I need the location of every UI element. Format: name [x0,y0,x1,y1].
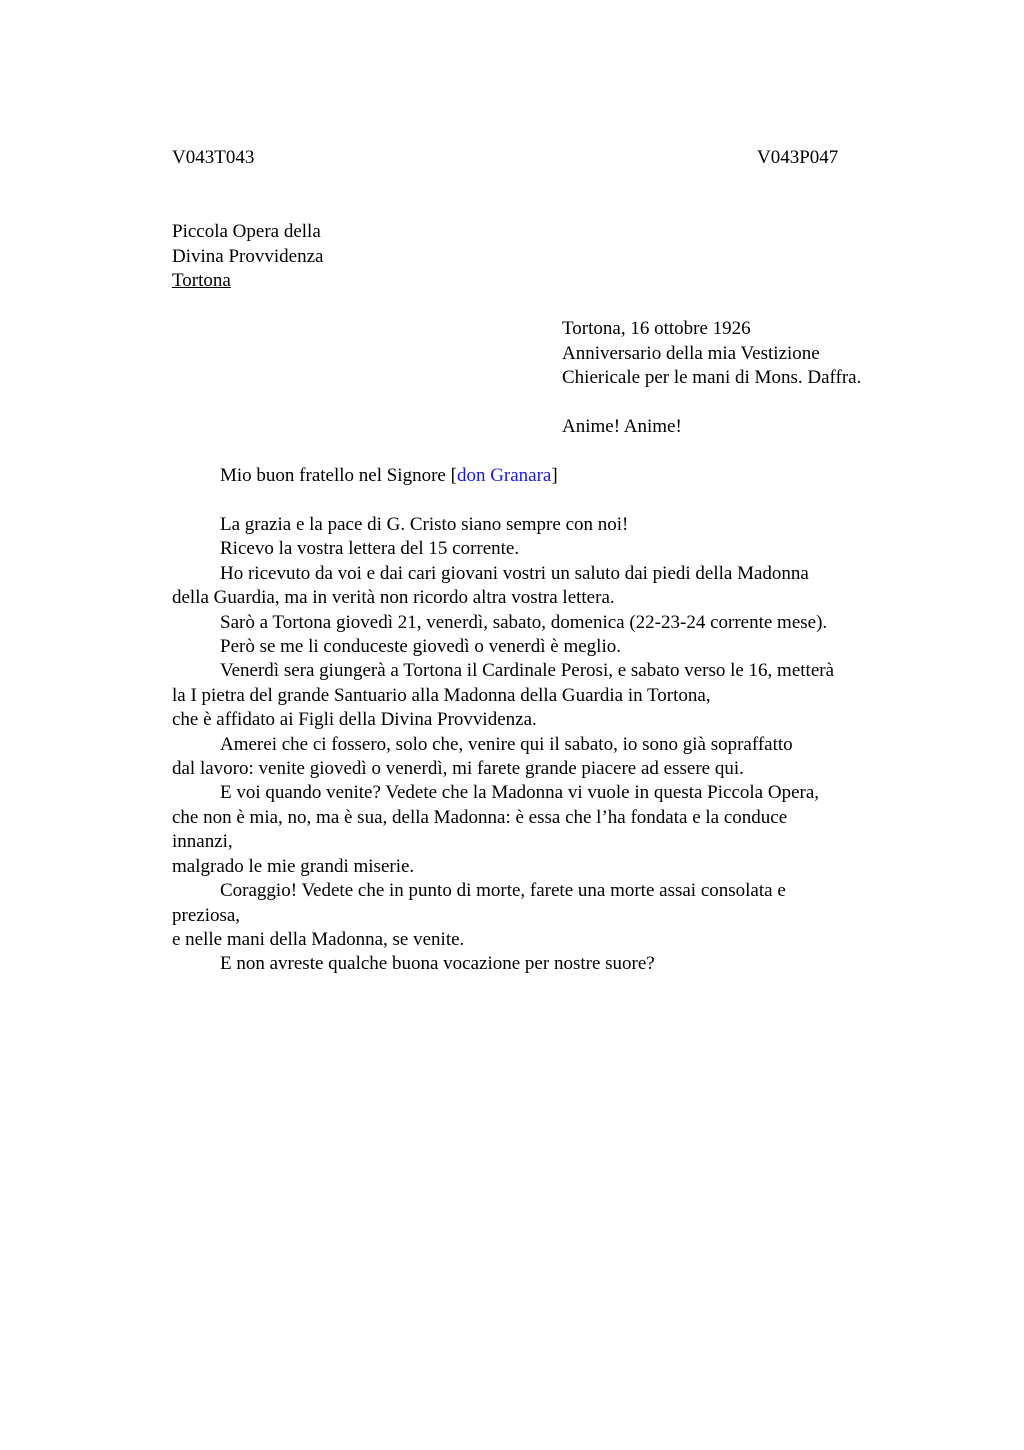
salutation-prefix: Mio buon fratello nel Signore [ [220,465,457,486]
dateline-note: Anniversario della mia Vestizione [562,342,820,364]
document-code-right: V043P047 [757,147,839,168]
body-line: Venerdì sera giungerà a Tortona il Cardinale Perosi, e sabato verso le 16, metterà [220,660,835,682]
body-line: malgrado le mie grandi miserie. [172,855,415,877]
body-line: Coraggio! Vedete che in punto di morte, farete una morte assai consolata e [220,880,786,902]
body-line: dal lavoro: venite giovedì o venerdì, mi farete grande piacere ad essere qui. [172,758,744,780]
body-line: Amerei che ci fossero, solo che, venire qui il sabato, io sono già sopraffatto [220,733,793,755]
body-line: E non avreste qualche buona vocazione per nostre suore? [220,953,655,975]
salutation-suffix: ] [551,465,558,486]
dateline [562,317,861,391]
dateline-place-date: Tortona, 16 ottobre 1926 [562,318,751,339]
body-line: preziosa, [172,904,241,926]
body-line: La grazia e la pace di G. Cristo siano sempre con noi! [220,514,629,535]
letterhead-line: Divina Provvidenza [172,245,324,267]
letter-body [172,513,902,977]
letterhead [172,220,323,294]
letterhead-city: Tortona [172,270,231,291]
body-line: innanzi, [172,831,233,853]
body-line: della Guardia, ma in verità non ricordo altra vostra lettera. [172,587,615,609]
body-line: e nelle mani della Madonna, se venite. [172,928,465,950]
body-line: Sarò a Tortona giovedì 21, venerdì, sabato, domenica (22-23-24 corrente mese). [220,611,828,633]
dateline-note: Chiericale per le mani di Mons. Daffra. [562,367,862,388]
motto: Anime! Anime! [562,416,682,437]
person-name-link[interactable]: don Granara [456,465,552,486]
document-code-left: V043T043 [172,147,255,168]
body-line: Però se me li conduceste giovedì o venerdì è meglio. [220,636,621,658]
body-line: Ricevo la vostra lettera del 15 corrente. [220,538,520,560]
body-line: E voi quando venite? Vedete che la Madonna vi vuole in questa Piccola Opera, [220,782,820,804]
body-line: che non è mia, no, ma è sua, della Madonna: è essa che l’ha fondata e la conduce [172,806,788,828]
letterhead-line: Piccola Opera della [172,221,321,242]
salutation [172,464,558,489]
body-line: che è affidato ai Figli della Divina Provvidenza. [172,709,537,731]
body-line: la I pietra del grande Santuario alla Madonna della Guardia in Tortona, [172,684,711,706]
body-line: Ho ricevuto da voi e dai cari giovani vostri un saluto dai piedi della Madonna [220,562,809,584]
